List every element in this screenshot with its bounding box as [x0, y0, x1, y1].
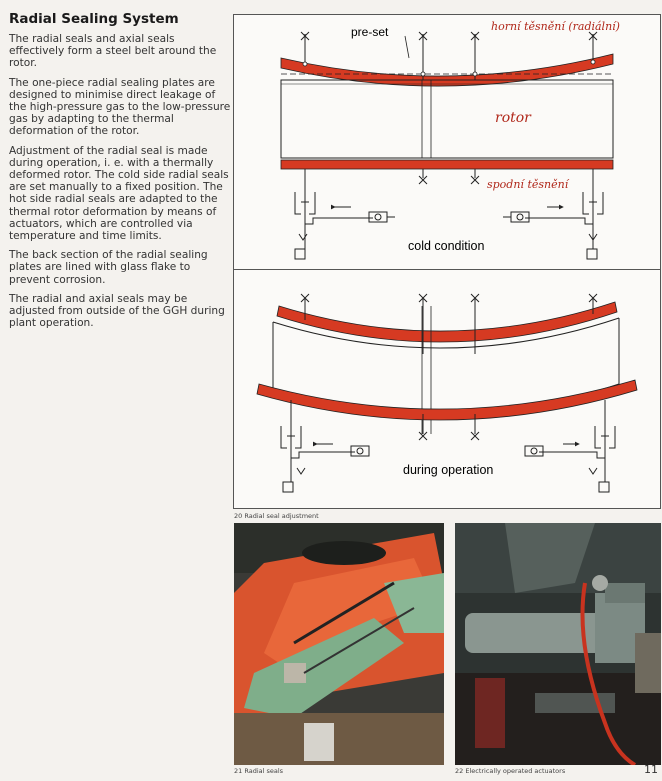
page-number: 11: [644, 763, 658, 776]
paragraph: The radial seals and axial seals effectively form a steel belt around the rotor.: [9, 33, 217, 70]
lower-radial-seal-operation: [257, 380, 637, 420]
paragraph: The one-piece radial sealing plates are designed to minimise direct leakage of the high-pressure gas to the low-pressure gas by adapting to the thermal deformation of the rotor.: [9, 76, 231, 138]
label-preset: pre-set: [351, 25, 389, 39]
section-title: Radial Sealing System: [9, 11, 179, 27]
photo-radial-seals: [234, 523, 444, 765]
caption-fig20: 20 Radial seal adjustment: [234, 512, 319, 520]
lower-radial-seal: [281, 160, 613, 169]
caption-fig21: 21 Radial seals: [234, 767, 284, 775]
upper-radial-seal: [281, 54, 613, 86]
left-actuator: [295, 169, 395, 259]
label-during-operation: during operation: [403, 463, 494, 477]
paragraph: The radial and axial seals may be adjusted from outside of the GGH during plant operation.: [9, 292, 225, 330]
photo-actuators: [455, 523, 661, 765]
caption-fig22: 22 Electrically operated actuators: [455, 767, 566, 775]
label-lower-seal: spodní těsnění: [487, 178, 569, 191]
label-rotor: rotor: [495, 110, 531, 126]
paragraph: Adjustment of the radial seal is made during operation, i. e. with a thermally deformed rotor. The cold side radial seals are set manually to a fixed position. The hot side radial seals are adapted to the thermal rotor deformation by means of actuators, which are controlled via temperature and time limits.: [9, 144, 229, 243]
rotor-body: [281, 80, 613, 158]
radial-seal-diagram: [233, 14, 661, 509]
label-cold-condition: cold condition: [408, 239, 485, 253]
paragraph: The back section of the radial sealing plates are lined with glass flake to prevent corrosion.: [9, 249, 208, 286]
operation-panel: [257, 294, 637, 492]
body-text: [9, 33, 231, 336]
cold-condition-panel: [281, 20, 620, 259]
label-upper-seal: horní těsnění (radiální): [491, 20, 620, 33]
